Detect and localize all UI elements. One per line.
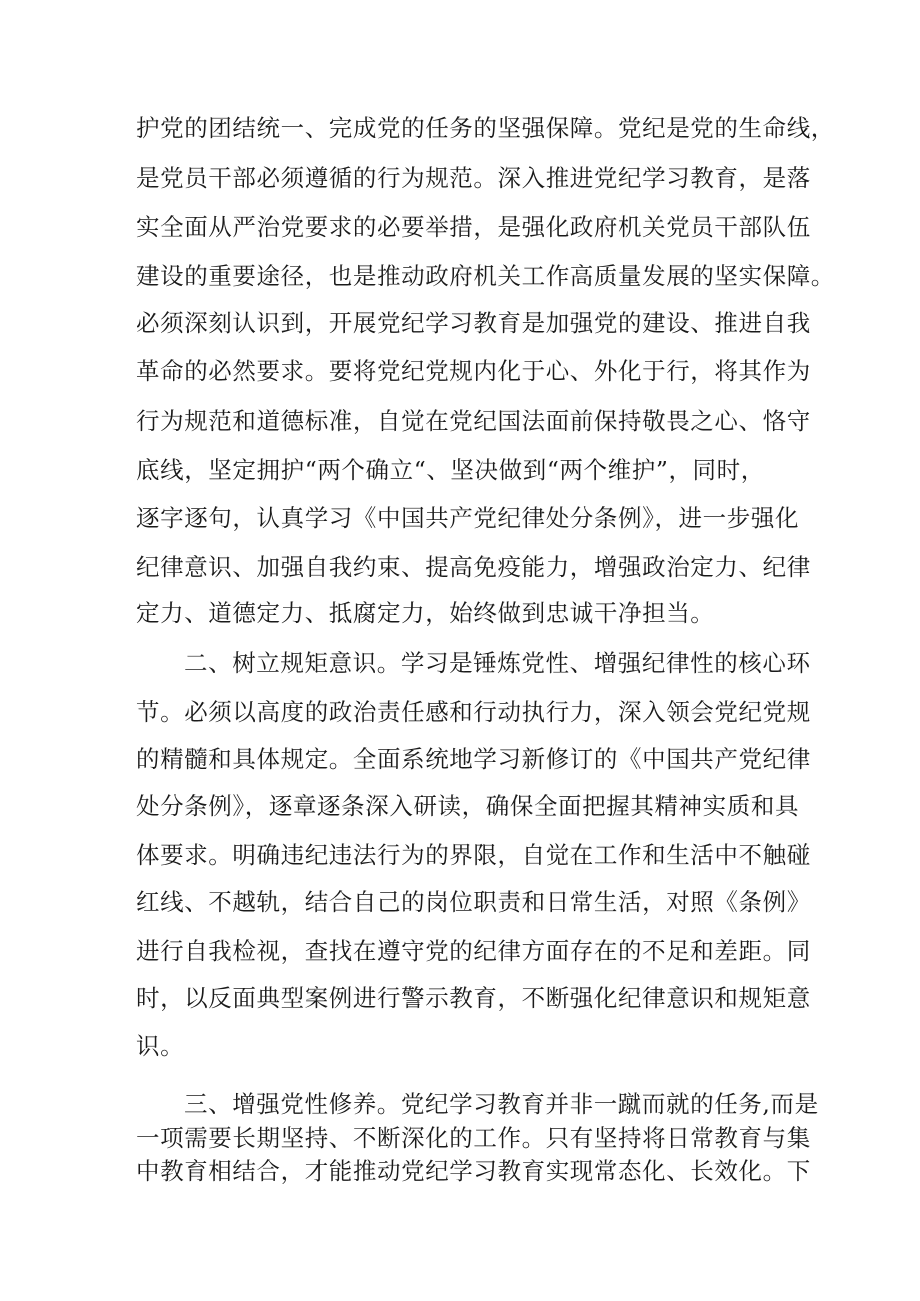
text-line: 一项需要长期坚持、不断深化的工作。只有坚持将日常教育与集 [136,1124,811,1152]
text-line: 建设的重要途径，也是推动政府机关工作高质量发展的坚实保障。 [136,262,835,290]
text-line: 定力、道德定力、抵腐定力，始终做到忠诚干净担当。 [136,599,715,627]
text-line: 识。 [136,1032,185,1060]
text-line: 的精髓和具体规定。全面系统地学习新修订的《中国共产党纪律 [136,745,811,773]
text-line: 行为规范和道德标准，自觉在党纪国法面前保持敬畏之心、恪守 [136,407,811,435]
text-line: 必须深刻认识到，开展党纪学习教育是加强党的建设、推进自我 [136,309,811,337]
text-line: 节。必须以高度的政治责任感和行动执行力，深入领会党纪党规 [136,698,811,726]
text-line: 中教育相结合，才能推动党纪学习教育实现常态化、长效化。下 [136,1157,811,1185]
paragraph-heading-line: 三、增强党性修养。党纪学习教育并非一蹴而就的任务,而是 [184,1090,819,1118]
text-line: 时，以反面典型案例进行警示教育，不断强化纪律意识和规矩意 [136,984,811,1012]
text-line: 处分条例》，逐章逐条深入研读，确保全面把握其精神实质和具 [136,792,800,820]
text-line: 是党员干部必须遵循的行为规范。深入推进党纪学习教育，是落 [136,164,811,192]
text-line: 逐字逐句，认真学习《中国共产党纪律处分条例》，进一步强化 [136,504,800,532]
text-line: 实全面从严治党要求的必要举措，是强化政府机关党员干部队伍 [136,213,811,241]
text-line: 底线，坚定拥护“两个确立“、坚决做到“两个维护”，同时， [136,456,765,484]
text-line: 红线、不越轨，结合自己的岗位职责和日常生活，对照《条例》 [136,888,811,916]
text-line: 纪律意识、加强自我约束、提高免疫能力，增强政治定力、纪律 [136,553,811,581]
paragraph-heading-line: 二、树立规矩意识。学习是锤炼党性、增强纪律性的核心环 [184,649,811,677]
text-line: 护党的团结统一、完成党的任务的坚强保障。党纪是党的生命线， [136,114,835,142]
text-line: 革命的必然要求。要将党纪党规内化于心、外化于行，将其作为 [136,357,811,385]
text-line: 进行自我检视，查找在遵守党的纪律方面存在的不足和差距。同 [136,937,811,965]
text-line: 体要求。明确违纪违法行为的界限，自觉在工作和生活中不触碰 [136,841,811,869]
